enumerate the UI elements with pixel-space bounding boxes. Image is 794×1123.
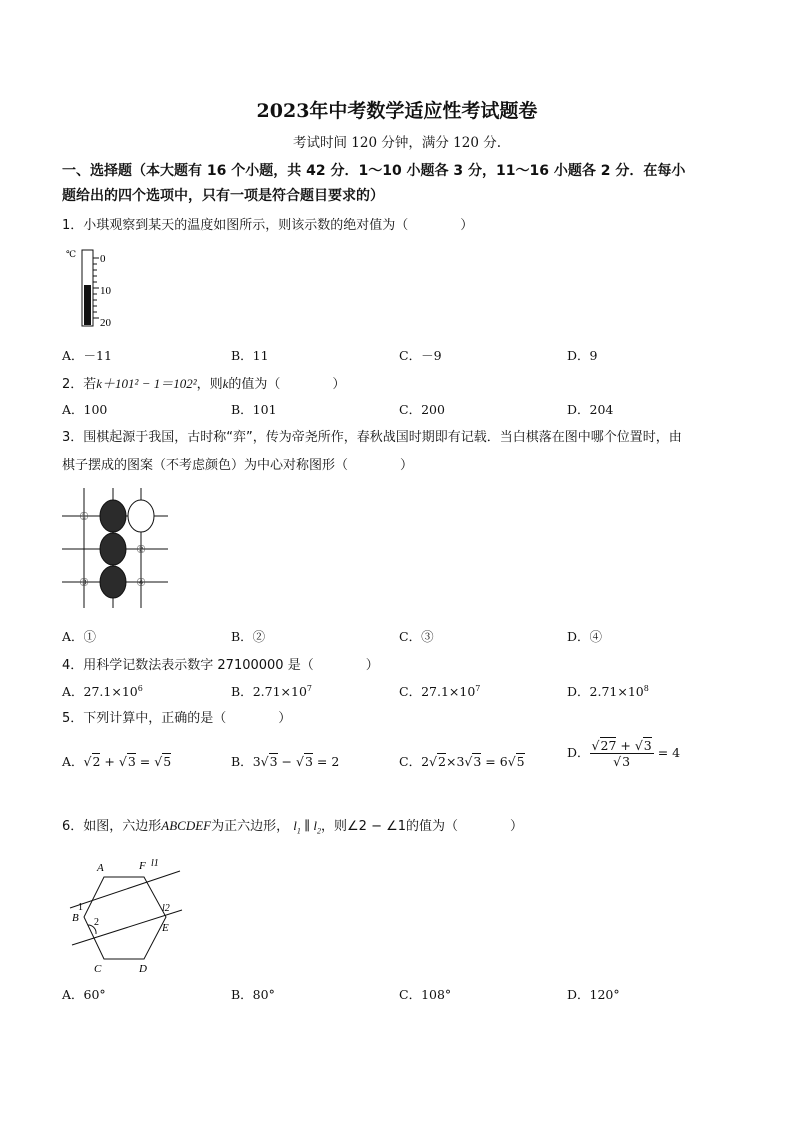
parallel-condition: [293, 818, 322, 836]
q1-option-a: A．－11: [62, 348, 112, 363]
hexagon-figure: [62, 855, 192, 980]
line-label-l2: l2: [162, 903, 170, 914]
parallel-symbol: ∥: [304, 818, 311, 833]
option-exponent: 7: [306, 683, 312, 693]
thermometer-ticks: [93, 258, 99, 318]
exam-info: 考试时间 120 分钟，满分 120 分.: [293, 135, 501, 151]
thermometer-unit: ℃: [66, 249, 77, 259]
radicand: 3: [304, 754, 313, 769]
q4-option-c: [399, 682, 480, 700]
q4-option-d: [567, 682, 649, 700]
option-label: A．: [62, 684, 84, 699]
tick-label-0: 0: [100, 253, 106, 265]
radicand: 3: [643, 738, 652, 753]
vertex-a: A: [97, 862, 104, 874]
q5-option-b: B．3√3 − √3 = 2: [231, 754, 340, 769]
position-marker-3: ③: [79, 577, 89, 589]
q1-option-b: B．11: [231, 348, 269, 363]
option-label: A．: [62, 754, 84, 769]
q6-option-b: B．80°: [231, 987, 275, 1002]
q2-option-b: B．101: [231, 402, 277, 417]
radicand: 3: [622, 754, 631, 769]
q4-option-b: [231, 682, 312, 700]
q4-stem: 4．用科学记数法表示数字 27100000 是（ ）: [62, 658, 379, 673]
subscript: 1: [296, 826, 301, 836]
line-label-l1: l1: [151, 858, 159, 869]
section-heading-line2: 题给出的四个选项中，只有一项是符合题目要求的）: [62, 188, 384, 204]
angle-1-label: 1: [78, 902, 83, 913]
radicand: 3: [127, 754, 136, 769]
radicand: 3: [473, 754, 482, 769]
q3-stem-line1: 3．围棋起源于我国，古时称“弈”，传为帝尧所作，春秋战国时期即有记载．当白棋落在图中哪个位置时，由: [62, 430, 682, 445]
option-exponent: 6: [137, 683, 143, 693]
q4-option-a: [62, 682, 143, 700]
go-board-figure: [62, 488, 170, 610]
vertex-b: B: [72, 912, 79, 924]
option-mantissa: 2.71×10: [589, 684, 644, 699]
q1-stem: 1．小琪观察到某天的温度如图所示，则该示数的绝对值为（ ）: [62, 218, 474, 233]
option-exponent: 7: [475, 683, 481, 693]
q3-option-b: B．②: [231, 629, 266, 644]
option-mantissa: 27.1×10: [421, 684, 476, 699]
q3-stem-line2: 棋子摆成的图案（不考虑颜色）为中心对称图形（ ）: [62, 458, 414, 473]
black-stone: [100, 500, 126, 532]
tick-label-10: 10: [100, 285, 111, 297]
q1-option-c: C．－9: [399, 348, 442, 363]
q2-stem: [62, 373, 345, 392]
q1-option-d: D．9: [567, 348, 598, 363]
radicand: 2: [438, 754, 446, 769]
option-label: D．: [567, 745, 590, 760]
thermometer-figure: [64, 246, 134, 332]
tick-label-20: 20: [100, 317, 111, 329]
radicand: 27: [600, 738, 617, 753]
q3-option-c: C．③: [399, 629, 434, 644]
vertex-e: E: [162, 922, 169, 934]
line-l2: l: [313, 818, 318, 833]
q6-shape-name: ABCDEF: [161, 818, 212, 833]
vertex-d: D: [139, 963, 147, 975]
black-stone: [100, 566, 126, 598]
q2-stem-end: 的值为（ ）: [228, 377, 346, 392]
result: 2: [331, 754, 340, 769]
subscript: 2: [317, 826, 322, 836]
option-mantissa: 2.71×10: [252, 684, 307, 699]
q6-option-a: A．60°: [62, 987, 106, 1002]
radicand: 5: [516, 754, 525, 769]
q2-equation: k＋101² − 1＝102²: [96, 376, 197, 391]
coefficient: 6: [499, 754, 508, 769]
q6-stem-mid: 为正六边形，: [211, 819, 290, 834]
vertex-f: F: [139, 860, 146, 872]
white-stone: [128, 500, 154, 532]
q2-stem-suffix: ，则: [196, 377, 223, 392]
q3-option-a: A．①: [62, 629, 97, 644]
black-stone: [100, 533, 126, 565]
option-label: B．: [231, 754, 253, 769]
thermometer-liquid: [84, 285, 91, 325]
result: 4: [672, 745, 681, 760]
option-exponent: 8: [643, 683, 649, 693]
section-heading-line1: 一、选择题（本大题有 16 个小题，共 42 分．1～10 小题各 3 分，11～16 小题各 2 分．在每小: [62, 163, 686, 179]
option-label: C．: [399, 754, 422, 769]
option-label: B．: [231, 684, 253, 699]
q2-stem-prefix: 2．若: [62, 377, 97, 392]
q5-option-a: A．√2 + √3 = √5: [62, 754, 172, 769]
q6-option-d: D．120°: [567, 987, 620, 1002]
q6-stem: [62, 815, 523, 836]
vertex-c: C: [94, 963, 102, 975]
q5-option-c: C．2√2×3√3 = 6√5: [399, 754, 525, 769]
q6-option-c: C．108°: [399, 987, 452, 1002]
q6-stem-prefix: 6．如图，六边形: [62, 819, 162, 834]
coefficient: 2: [421, 754, 430, 769]
q2-variable: k: [222, 376, 229, 391]
position-marker-1: ①: [79, 511, 89, 523]
position-marker-2: ②: [136, 544, 146, 556]
q5-option-d: D． $\frac{√27 + √3}{√3}$ = 4: [567, 738, 681, 769]
position-marker-4: ④: [136, 577, 146, 589]
q2-option-d: D．204: [567, 402, 614, 417]
option-mantissa: 27.1×10: [83, 684, 138, 699]
radicand: 5: [163, 754, 172, 769]
fraction: $\frac{√27 + √3}{√3}$: [591, 738, 652, 769]
option-label: D．: [567, 684, 590, 699]
radicand: 2: [92, 754, 101, 769]
coefficient: 3: [456, 754, 465, 769]
q2-option-c: C．200: [399, 402, 445, 417]
coefficient: 3: [252, 754, 261, 769]
option-label: C．: [399, 684, 422, 699]
q2-option-a: A．100: [62, 402, 108, 417]
q3-option-d: D．④: [567, 629, 603, 644]
radicand: 3: [269, 754, 278, 769]
line-l1: l: [293, 818, 297, 833]
q6-stem-then: ，则∠2 − ∠1的值为（ ）: [321, 819, 524, 834]
q5-stem: 5．下列计算中，正确的是（ ）: [62, 711, 292, 726]
angle-2-label: 2: [94, 917, 99, 928]
page-title: 2023年中考数学适应性考试题卷: [256, 100, 538, 122]
